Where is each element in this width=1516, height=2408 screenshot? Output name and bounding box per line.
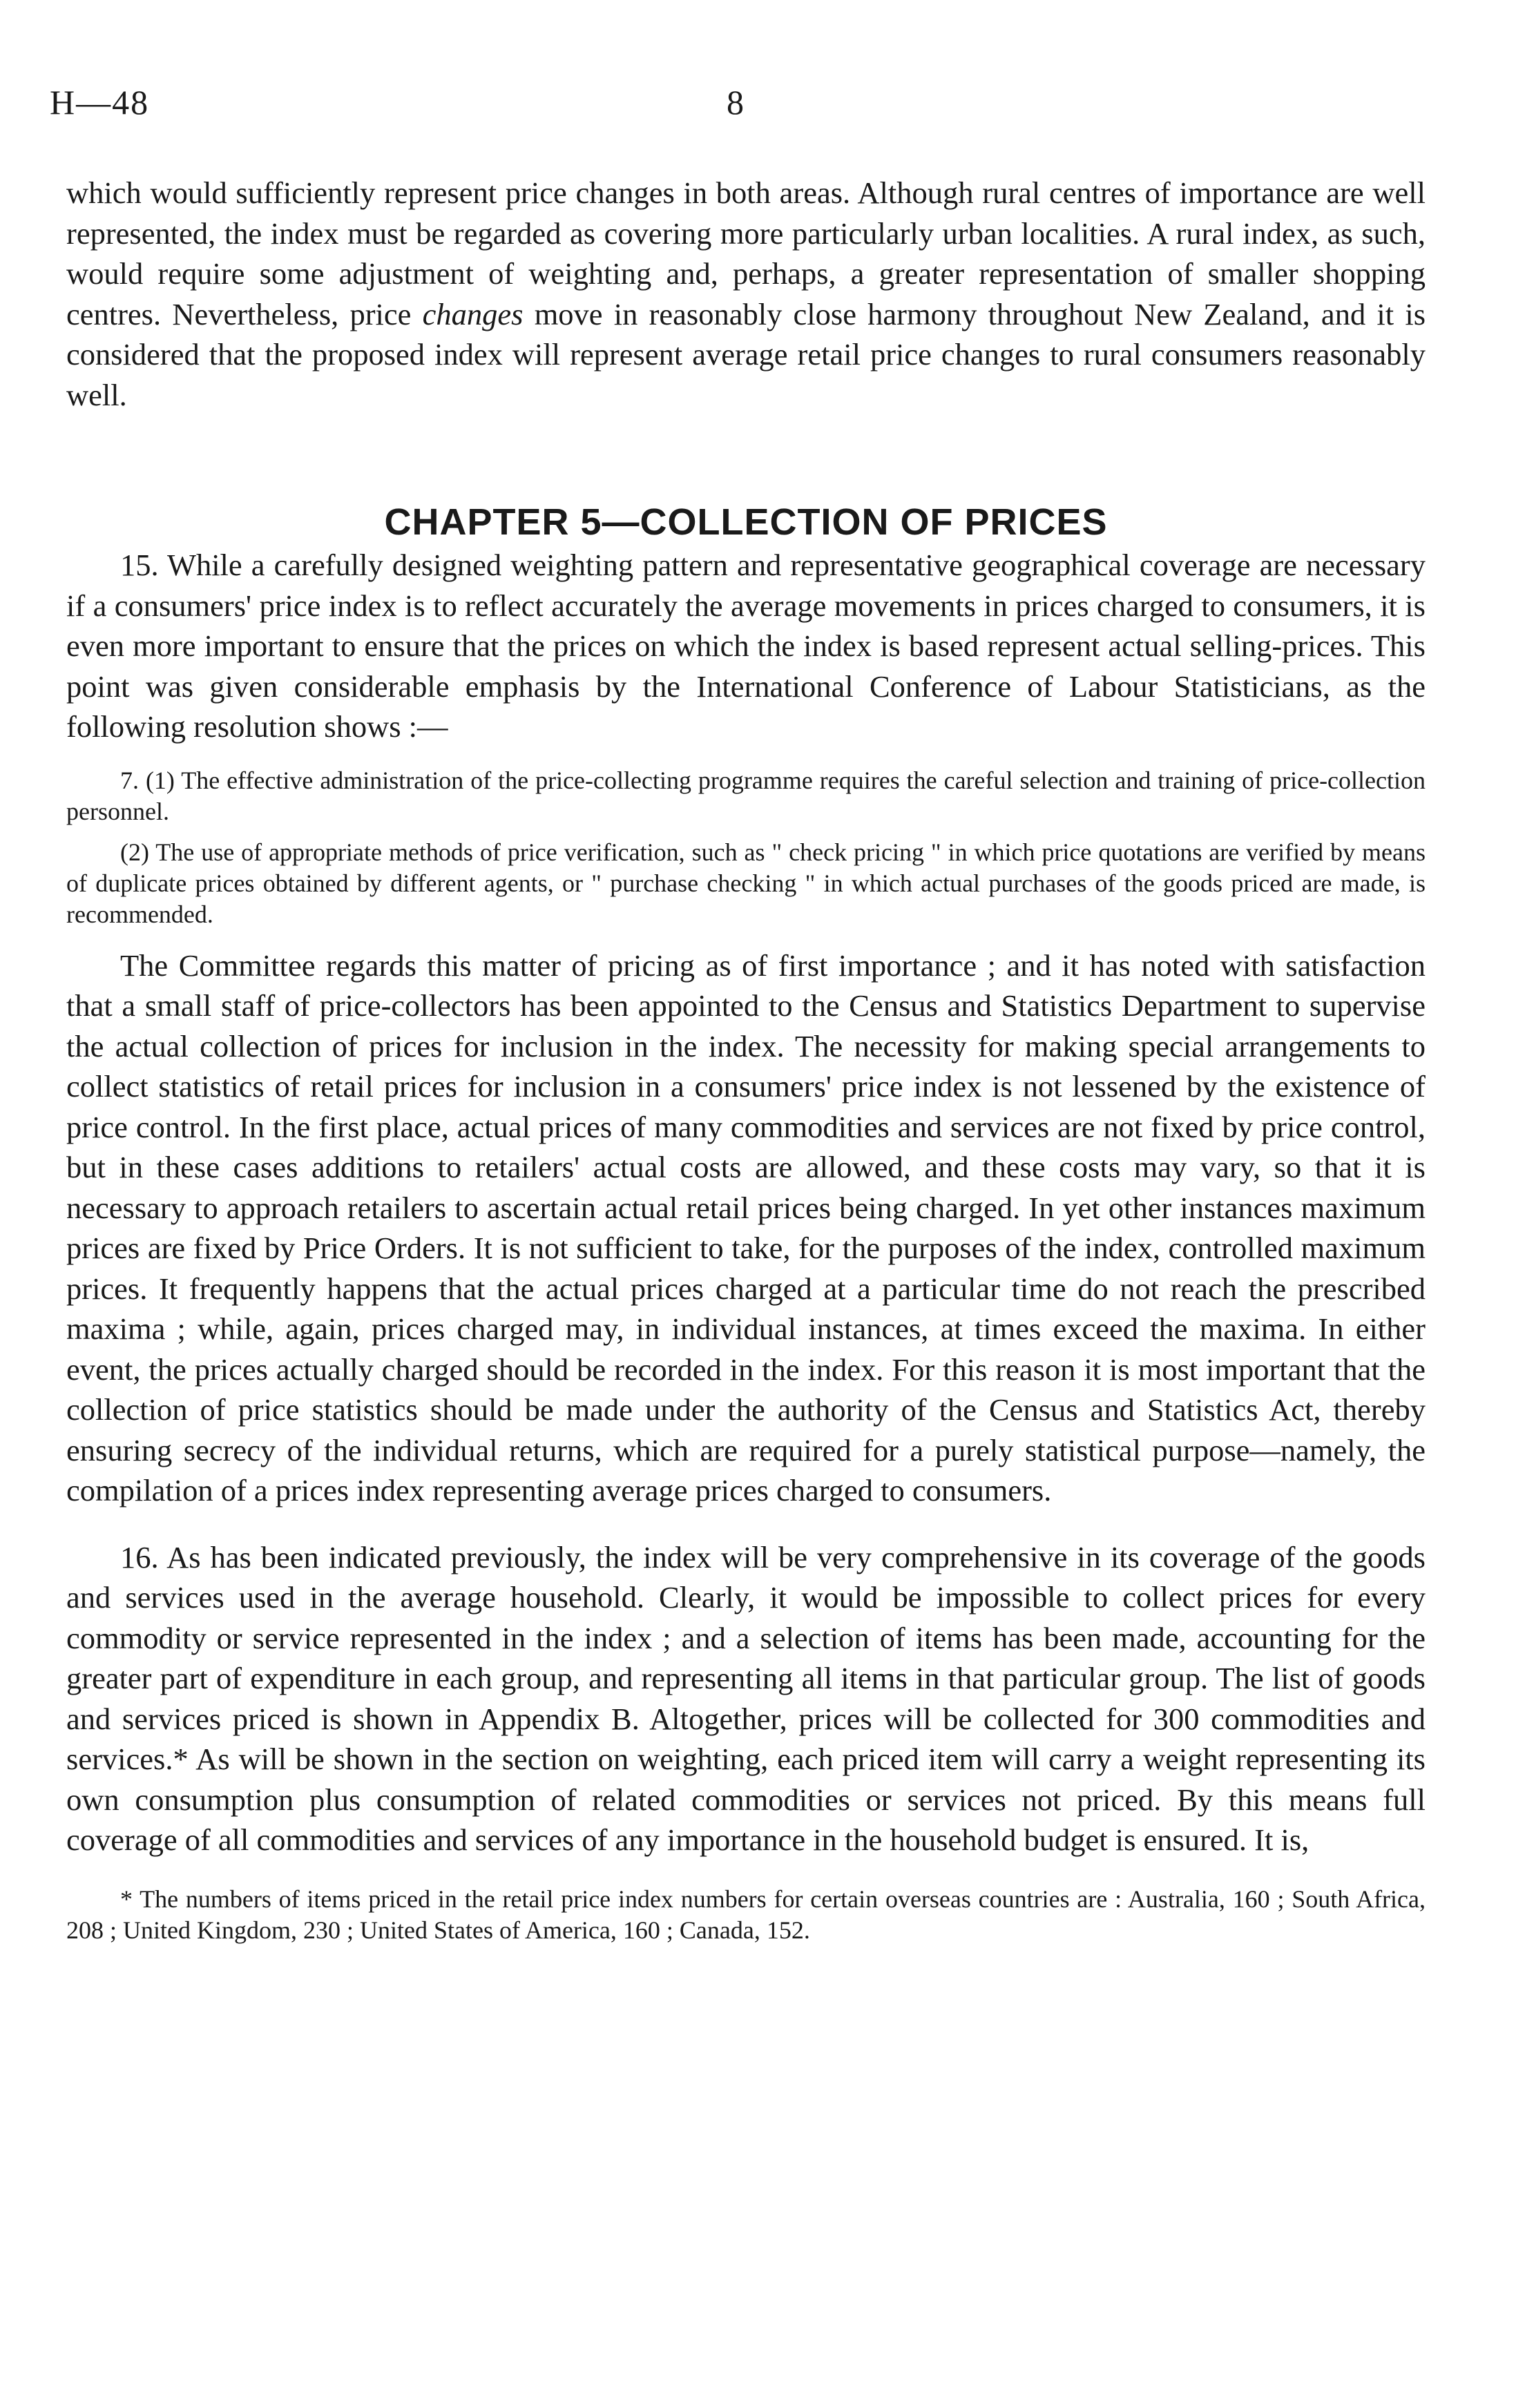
paragraph-16: 16. As has been indicated previously, the index will be very comprehensive in its coverage of the goods and services used in the average household. Clearly, it would be impossible to collect prices for every commodity or service represented in the index ; and a selection of items has been made, accounting for the greater part of expenditure in each group, and representing all items in that particular group. The list of goods and services priced is shown in Appendix B. Altogether, prices will be collected for 300 commodities and services.* As will be shown in the section on weighting, each priced item will carry a weight representing its own consumption plus consumption of related commodities or services not priced. By this means full coverage of all commodities and services of any importance in the household budget is ensured. It is, xyxy=(66,1539,1426,1857)
page-number: 8 xyxy=(727,83,744,122)
continuation-text: which would sufficiently represent price changes in both areas. Although rural centres of importance are well represented, the index must be regarded as covering more particularly urban localities. A rural index, as such, would require some adjustment of weighting and, perhaps, a greater representation of smaller shopping centres. Nevertheless, price xyxy=(66,175,1426,331)
continuation-end: move in reasonably close harmony throughout New Zealand, and it is considered that the proposed index will represent average retail price changes to rural consumers reasonably well. xyxy=(66,296,1426,412)
committee-paragraph: The Committee regards this matter of pricing as of first importance ; and it has noted with satisfaction that a small staff of price-collectors has been appointed to the Census and Statistics Department to supervise the actual collection of prices for inclusion in the index. The necessity for making special arrangements to collect statistics of retail prices for inclusion in a consumers' price index is not lessened by the existence of price control. In the first place, actual prices of many commodities and services are not fixed by price control, but in these cases additions to retailers' actual costs are allowed, and these costs may vary, so that it is necessary to approach retailers to ascertain actual retail prices being charged. In yet other instances maximum prices are fixed by Price Orders. It is not sufficient to take, for the purposes of the index, controlled maximum prices. It frequently happens that the actual prices charged at a particular time do not reach the prescribed maxima ; while, again, prices charged may, in individual instances, at times exceed the maxima. In either event, the prices actually charged should be recorded in the index. For this reason it is most important that the collection of price statistics should be made under the authority of the Census and Statistics Act, thereby ensuring secrecy of the individual returns, which are required for a purely statistical purpose—namely, the compilation of a prices index representing average prices charged to consumers. xyxy=(66,947,1426,1508)
continuation-italic: changes xyxy=(422,296,524,331)
page-reference: H—48 xyxy=(50,83,150,122)
paragraph-15: 15. While a carefully designed weighting pattern and representative geographical coverage are necessary if a consumers' price index is to reflect accurately the average movements in prices charged to consumers, it is even more important to ensure that the prices on which the index is based represent actual selling-prices. This point was given considerable emphasis by the International Conference of Labour Statisticians, as the following resolution shows :— xyxy=(66,548,1426,744)
resolution-item-2: (2) The use of appropriate methods of price verification, such as " check pricing " in which price quotations are verified by means of duplicate prices obtained by different agents, or " purchase checking " in which actual purchases of the goods priced are made, is recommended. xyxy=(66,838,1426,928)
chapter-heading: CHAPTER 5—COLLECTION OF PRICES xyxy=(384,501,1108,543)
page-body xyxy=(66,173,1426,1946)
continuation-paragraph xyxy=(66,173,1426,415)
resolution-item-1: 7. (1) The effective administration of the price-collecting programme requires the careful selection and training of price-collection personnel. xyxy=(66,766,1426,825)
footnote: * The numbers of items priced in the retail price index numbers for certain overseas countries are : Australia, 160 ; South Africa, 208 ; United Kingdom, 230 ; United States of America, 160 ; Canada, 152. xyxy=(66,1885,1426,1944)
